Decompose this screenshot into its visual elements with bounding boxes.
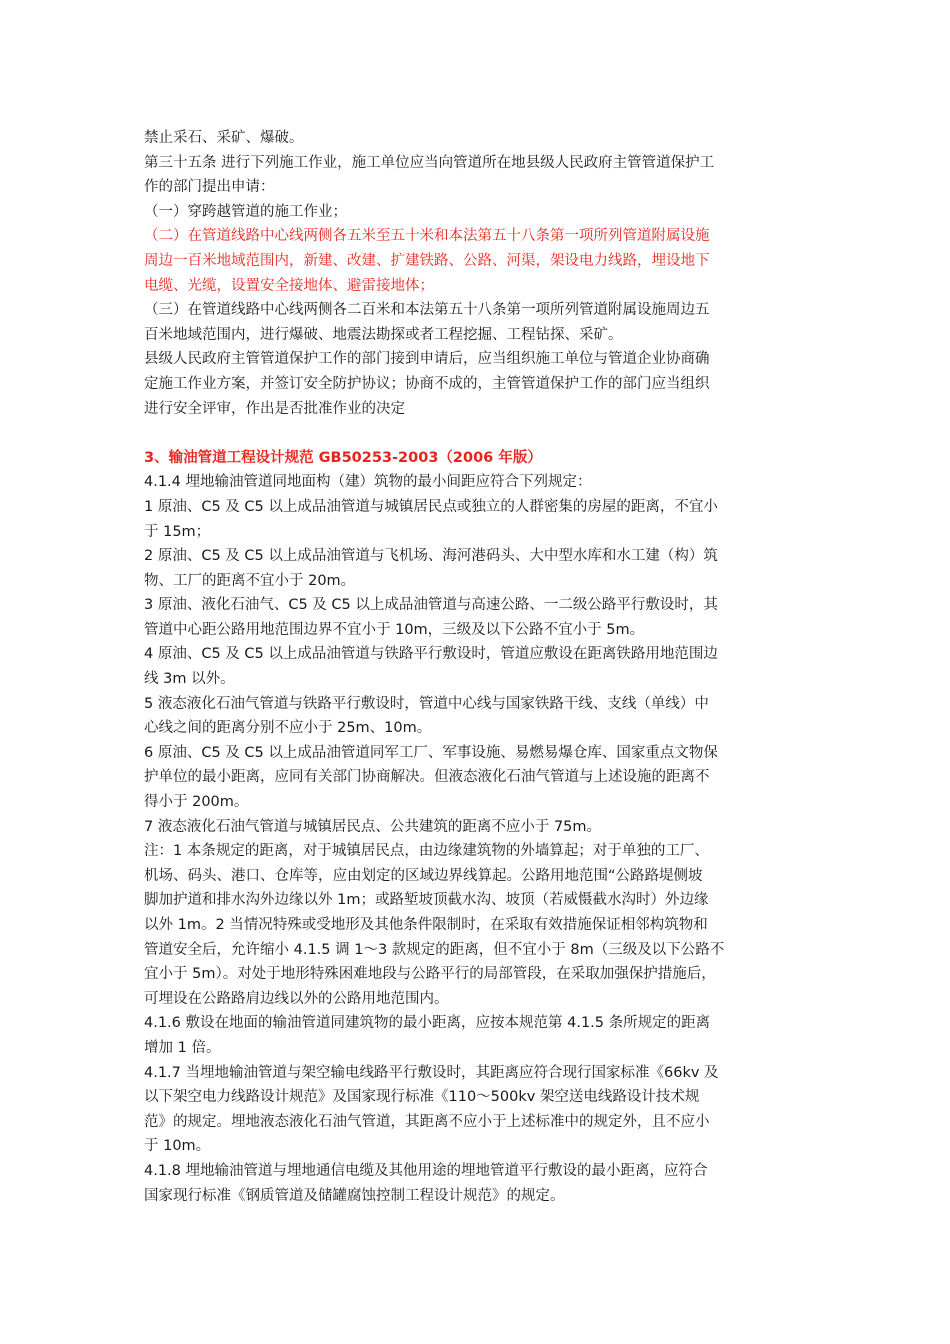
text-line: 4.1.6 敷设在地面的输油管道同建筑物的最小距离，应按本规范第 4.1.5 条所规定的距离: [144, 1015, 711, 1032]
text-line: 定施工作业方案，并签订安全防护协议；协商不成的，主管管道保护工作的部门应当组织: [144, 375, 710, 392]
text-line: 第三十五条 进行下列施工作业，施工单位应当向管道所在地县级人民政府主管管道保护工: [144, 154, 715, 171]
paragraph-spacer: [144, 421, 809, 446]
text-line: 宜小于 5m）。对处于地形特殊困难地段与公路平行的局部管段，在采取加强保护措施后，: [144, 966, 716, 983]
text-line: 范》的规定。埋地液态液化石油气管道，其距离不应小于上述标准中的规定外，且不应小: [144, 1113, 710, 1130]
highlighted-text-line: （二）在管道线路中心线两侧各五米至五十米和本法第五十八条第一项所列管道附属设施: [144, 228, 710, 245]
highlighted-text-line: 电缆、光缆，设置安全接地体、避雷接地体；: [144, 277, 434, 294]
text-line: 管道中心距公路用地范围边界不宜小于 10m，三级及以下公路不宜小于 5m。: [144, 621, 645, 638]
document-page: [144, 126, 809, 1208]
text-line: 1 原油、C5 及 C5 以上成品油管道与城镇居民点或独立的人群密集的房屋的距离，不宜小: [144, 498, 718, 515]
section-heading: 3、输油管道工程设计规范 GB50253-2003（2006 年版）: [144, 449, 542, 466]
text-line: 4.1.8 埋地输油管道与埋地通信电缆及其他用途的埋地管道平行敷设的最小距离，应符合: [144, 1162, 708, 1179]
text-line: 于 15m；: [144, 523, 211, 540]
text-line: （三）在管道线路中心线两侧各二百米和本法第五十八条第一项所列管道附属设施周边五: [144, 302, 710, 319]
text-line: 县级人民政府主管管道保护工作的部门接到申请后，应当组织施工单位与管道企业协商确: [144, 351, 710, 368]
text-line: 3 原油、液化石油气、C5 及 C5 以上成品油管道与高速公路、一二级公路平行敷设时，其: [144, 597, 718, 614]
text-line: 管道安全后，允许缩小 4.1.5 调 1～3 款规定的距离，但不宜小于 8m（三级及以下公路不: [144, 941, 725, 958]
highlighted-text-line: 周边一百米地域范围内，新建、改建、扩建铁路、公路、河渠，架设电力线路，埋设地下: [144, 252, 710, 269]
text-line: 作的部门提出申请：: [144, 179, 275, 196]
text-line: 心线之间的距离分别不应小于 25m、10m。: [144, 720, 432, 737]
text-line: 以下架空电力线路设计规范》及国家现行标准《110～500kv 架空送电线路设计技术规: [144, 1089, 700, 1106]
text-line: 4.1.4 埋地输油管道同地面构（建）筑物的最小间距应符合下列规定：: [144, 474, 592, 491]
text-line: 脚加护道和排水沟外边缘以外 1m；或路堑坡顶截水沟、坡顶（若威慑截水沟时）外边缘: [144, 892, 709, 909]
text-line: 进行安全评审，作出是否批准作业的决定: [144, 400, 405, 417]
text-line: 6 原油、C5 及 C5 以上成品油管道同军工厂、军事设施、易燃易爆仓库、国家重点文物保: [144, 744, 718, 761]
text-line: 百米地域范围内，进行爆破、地震法勘探或者工程挖掘、工程钻探、采矿。: [144, 326, 623, 343]
text-line: （一）穿跨越管道的施工作业；: [144, 203, 347, 220]
text-line: 4.1.7 当埋地输油管道与架空输电线路平行敷设时，其距离应符合现行国家标准《66kv 及: [144, 1064, 719, 1081]
text-line: 禁止采石、采矿、爆破。: [144, 130, 304, 146]
text-line: 于 10m。: [144, 1138, 211, 1155]
text-line: 得小于 200m。: [144, 794, 249, 811]
text-line: 增加 1 倍。: [144, 1039, 221, 1056]
text-line: 机场、码头、港口、仓库等，应由划定的区域边界线算起。公路用地范围“公路路堤侧坡: [144, 867, 703, 884]
section-oil-pipeline-design-code: [144, 446, 809, 1208]
text-line: 物、工厂的距离不宜小于 20m。: [144, 572, 356, 589]
text-line: 可埋设在公路路肩边线以外的公路用地范围内。: [144, 990, 449, 1007]
text-line: 国家现行标准《钢质管道及储罐腐蚀控制工程设计规范》的规定。: [144, 1187, 565, 1204]
text-line: 7 液态液化石油气管道与城镇居民点、公共建筑的距离不应小于 75m。: [144, 818, 602, 835]
text-line: 以外 1m。2 当情况特殊或受地形及其他条件限制时，在采取有效措施保证相邻构筑物和: [144, 917, 708, 933]
text-line: 4 原油、C5 及 C5 以上成品油管道与铁路平行敷设时，管道应敷设在距离铁路用地范围边: [144, 646, 718, 663]
text-line: 线 3m 以外。: [144, 671, 235, 688]
text-line: 注：1 本条规定的距离，对于城镇居民点，由边缘建筑物的外墙算起；对于单独的工厂、: [144, 843, 709, 860]
text-line: 5 液态液化石油气管道与铁路平行敷设时，管道中心线与国家铁路干线、支线（单线）中: [144, 695, 709, 712]
text-line: 护单位的最小距离，应同有关部门协商解决。但液态液化石油气管道与上述设施的距离不: [144, 769, 710, 786]
text-line: 2 原油、C5 及 C5 以上成品油管道与飞机场、海河港码头、大中型水库和水工建（构）筑: [144, 548, 718, 565]
section-pipeline-protection-law: [144, 126, 809, 421]
